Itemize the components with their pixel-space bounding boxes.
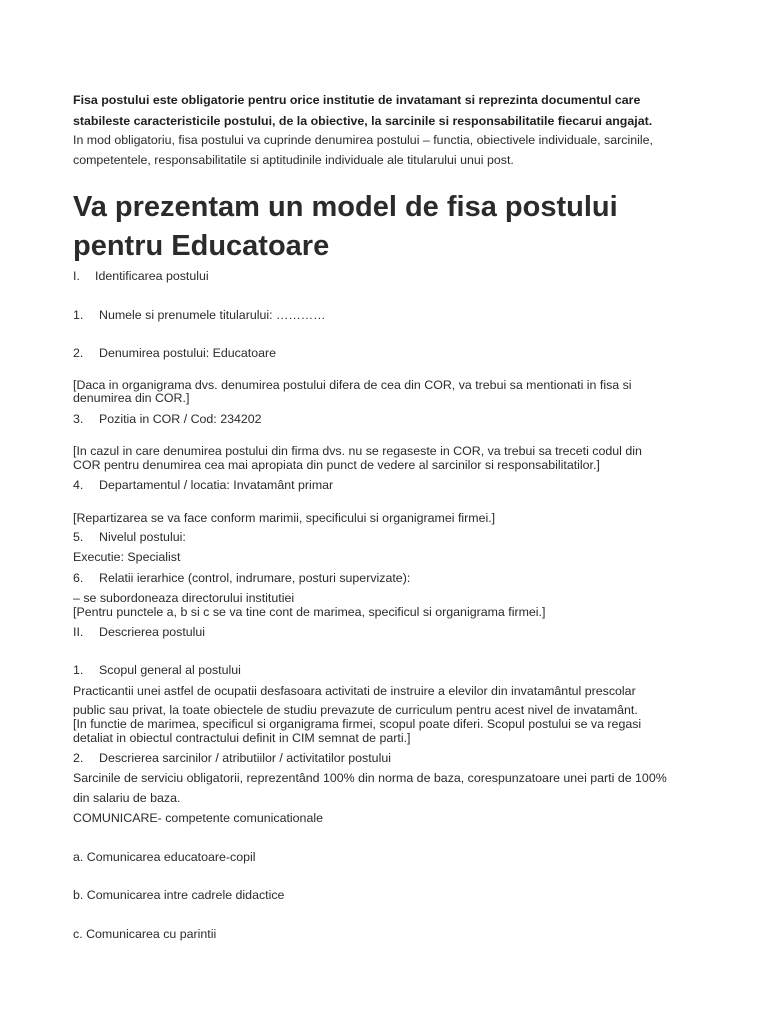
list-item xyxy=(73,308,326,323)
text-line: b. Comunicarea intre cadrele didactice xyxy=(73,888,285,902)
list-item xyxy=(73,751,391,766)
item-number: 6. xyxy=(73,571,84,585)
intro-bold-line-1: Fisa postului este obligatorie pentru orice institutie de invatamant si reprezinta documentul care xyxy=(73,93,641,107)
list-item xyxy=(73,478,333,493)
text-line: Practicantii unei astfel de ocupatii desfasoara activitati de instruire a elevilor din invatamântul prescolar xyxy=(73,684,636,698)
list-item xyxy=(73,663,241,678)
item-number: 1. xyxy=(73,663,84,677)
item-number: 2. xyxy=(73,346,84,360)
item-number: 3. xyxy=(73,412,84,426)
note-line: [In functie de marimea, specificul si organigrama firmei, scopul poate diferi. Scopul postului se va regasi xyxy=(73,717,642,731)
intro-line-3: In mod obligatoriu, fisa postului va cuprinde denumirea postului – functia, obiectivele individuale, sarcinile, xyxy=(73,133,653,147)
text-line: c. Comunicarea cu parintii xyxy=(73,927,217,941)
item-text: Nivelul postului: xyxy=(99,530,186,544)
item-text: Pozitia in COR / Cod: 234202 xyxy=(99,412,262,426)
text-line: Sarcinile de serviciu obligatorii, reprezentând 100% din norma de baza, corespunzatoare unei parti de 100% xyxy=(73,771,667,785)
text-line: public sau privat, la toate obiectele de studiu prevazute de curriculum pentru acest nivel de invatamânt. xyxy=(73,703,638,717)
text-line: – se subordoneaza directorului institutiei xyxy=(73,591,295,605)
section-label: Descrierea postului xyxy=(99,625,206,639)
item-text: Relatii ierarhice (control, indrumare, posturi supervizate): xyxy=(99,571,411,585)
note-line: [Pentru punctele a, b si c se va tine cont de marimea, specificul si organigrama firmei.] xyxy=(73,605,546,619)
note-line: [In cazul in care denumirea postului din firma dvs. nu se regaseste in COR, va trebui sa treceti codul din xyxy=(73,444,642,458)
item-number: 2. xyxy=(73,751,84,765)
note-line: denumirea din COR.] xyxy=(73,391,190,405)
note-line: COR pentru denumirea cea mai apropiata din punct de vedere al sarcinilor si responsabilitatilor.] xyxy=(73,458,600,472)
text-line: COMUNICARE- competente comunicationale xyxy=(73,811,323,825)
section-description xyxy=(73,625,205,640)
section-number: II. xyxy=(73,625,84,639)
item-text: Denumirea postului: Educatoare xyxy=(99,346,277,360)
item-text: Descrierea sarcinilor / atributiilor / activitatilor postului xyxy=(99,751,391,765)
section-identification xyxy=(73,269,209,284)
item-text: Scopul general al postului xyxy=(99,663,241,677)
item-text: Numele si prenumele titularului: ………… xyxy=(99,308,326,322)
text-line: din salariu de baza. xyxy=(73,791,181,805)
item-number: 4. xyxy=(73,478,84,492)
note-line: [Daca in organigrama dvs. denumirea postului difera de cea din COR, va trebui sa mentionati in fisa si xyxy=(73,378,632,392)
intro-bold-line-2: stabileste caracteristicile postului, de la obiective, la sarcinile si responsabilitatile fiecarui angajat. xyxy=(73,114,653,128)
item-text: Departamentul / locatia: Invatamânt primar xyxy=(99,478,334,492)
section-number: I. xyxy=(73,269,80,283)
list-item xyxy=(73,571,410,586)
text-line: Executie: Specialist xyxy=(73,550,181,564)
section-label: Identificarea postului xyxy=(95,269,209,283)
list-item xyxy=(73,346,276,361)
list-item xyxy=(73,412,262,427)
note-line: detaliat in obiectul contractului definit in CIM semnat de parti.] xyxy=(73,731,411,745)
page-title-line-1: Va prezentam un model de fisa postului xyxy=(73,191,618,223)
item-number: 5. xyxy=(73,530,84,544)
note-line: [Repartizarea se va face conform marimii, specificului si organigramei firmei.] xyxy=(73,511,496,525)
intro-line-4: competentele, responsabilitatile si aptitudinile individuale ale titularului unui post. xyxy=(73,153,514,167)
item-number: 1. xyxy=(73,308,84,322)
list-item xyxy=(73,530,186,545)
text-line: a. Comunicarea educatoare-copil xyxy=(73,850,256,864)
page-title-line-2: pentru Educatoare xyxy=(73,230,330,262)
